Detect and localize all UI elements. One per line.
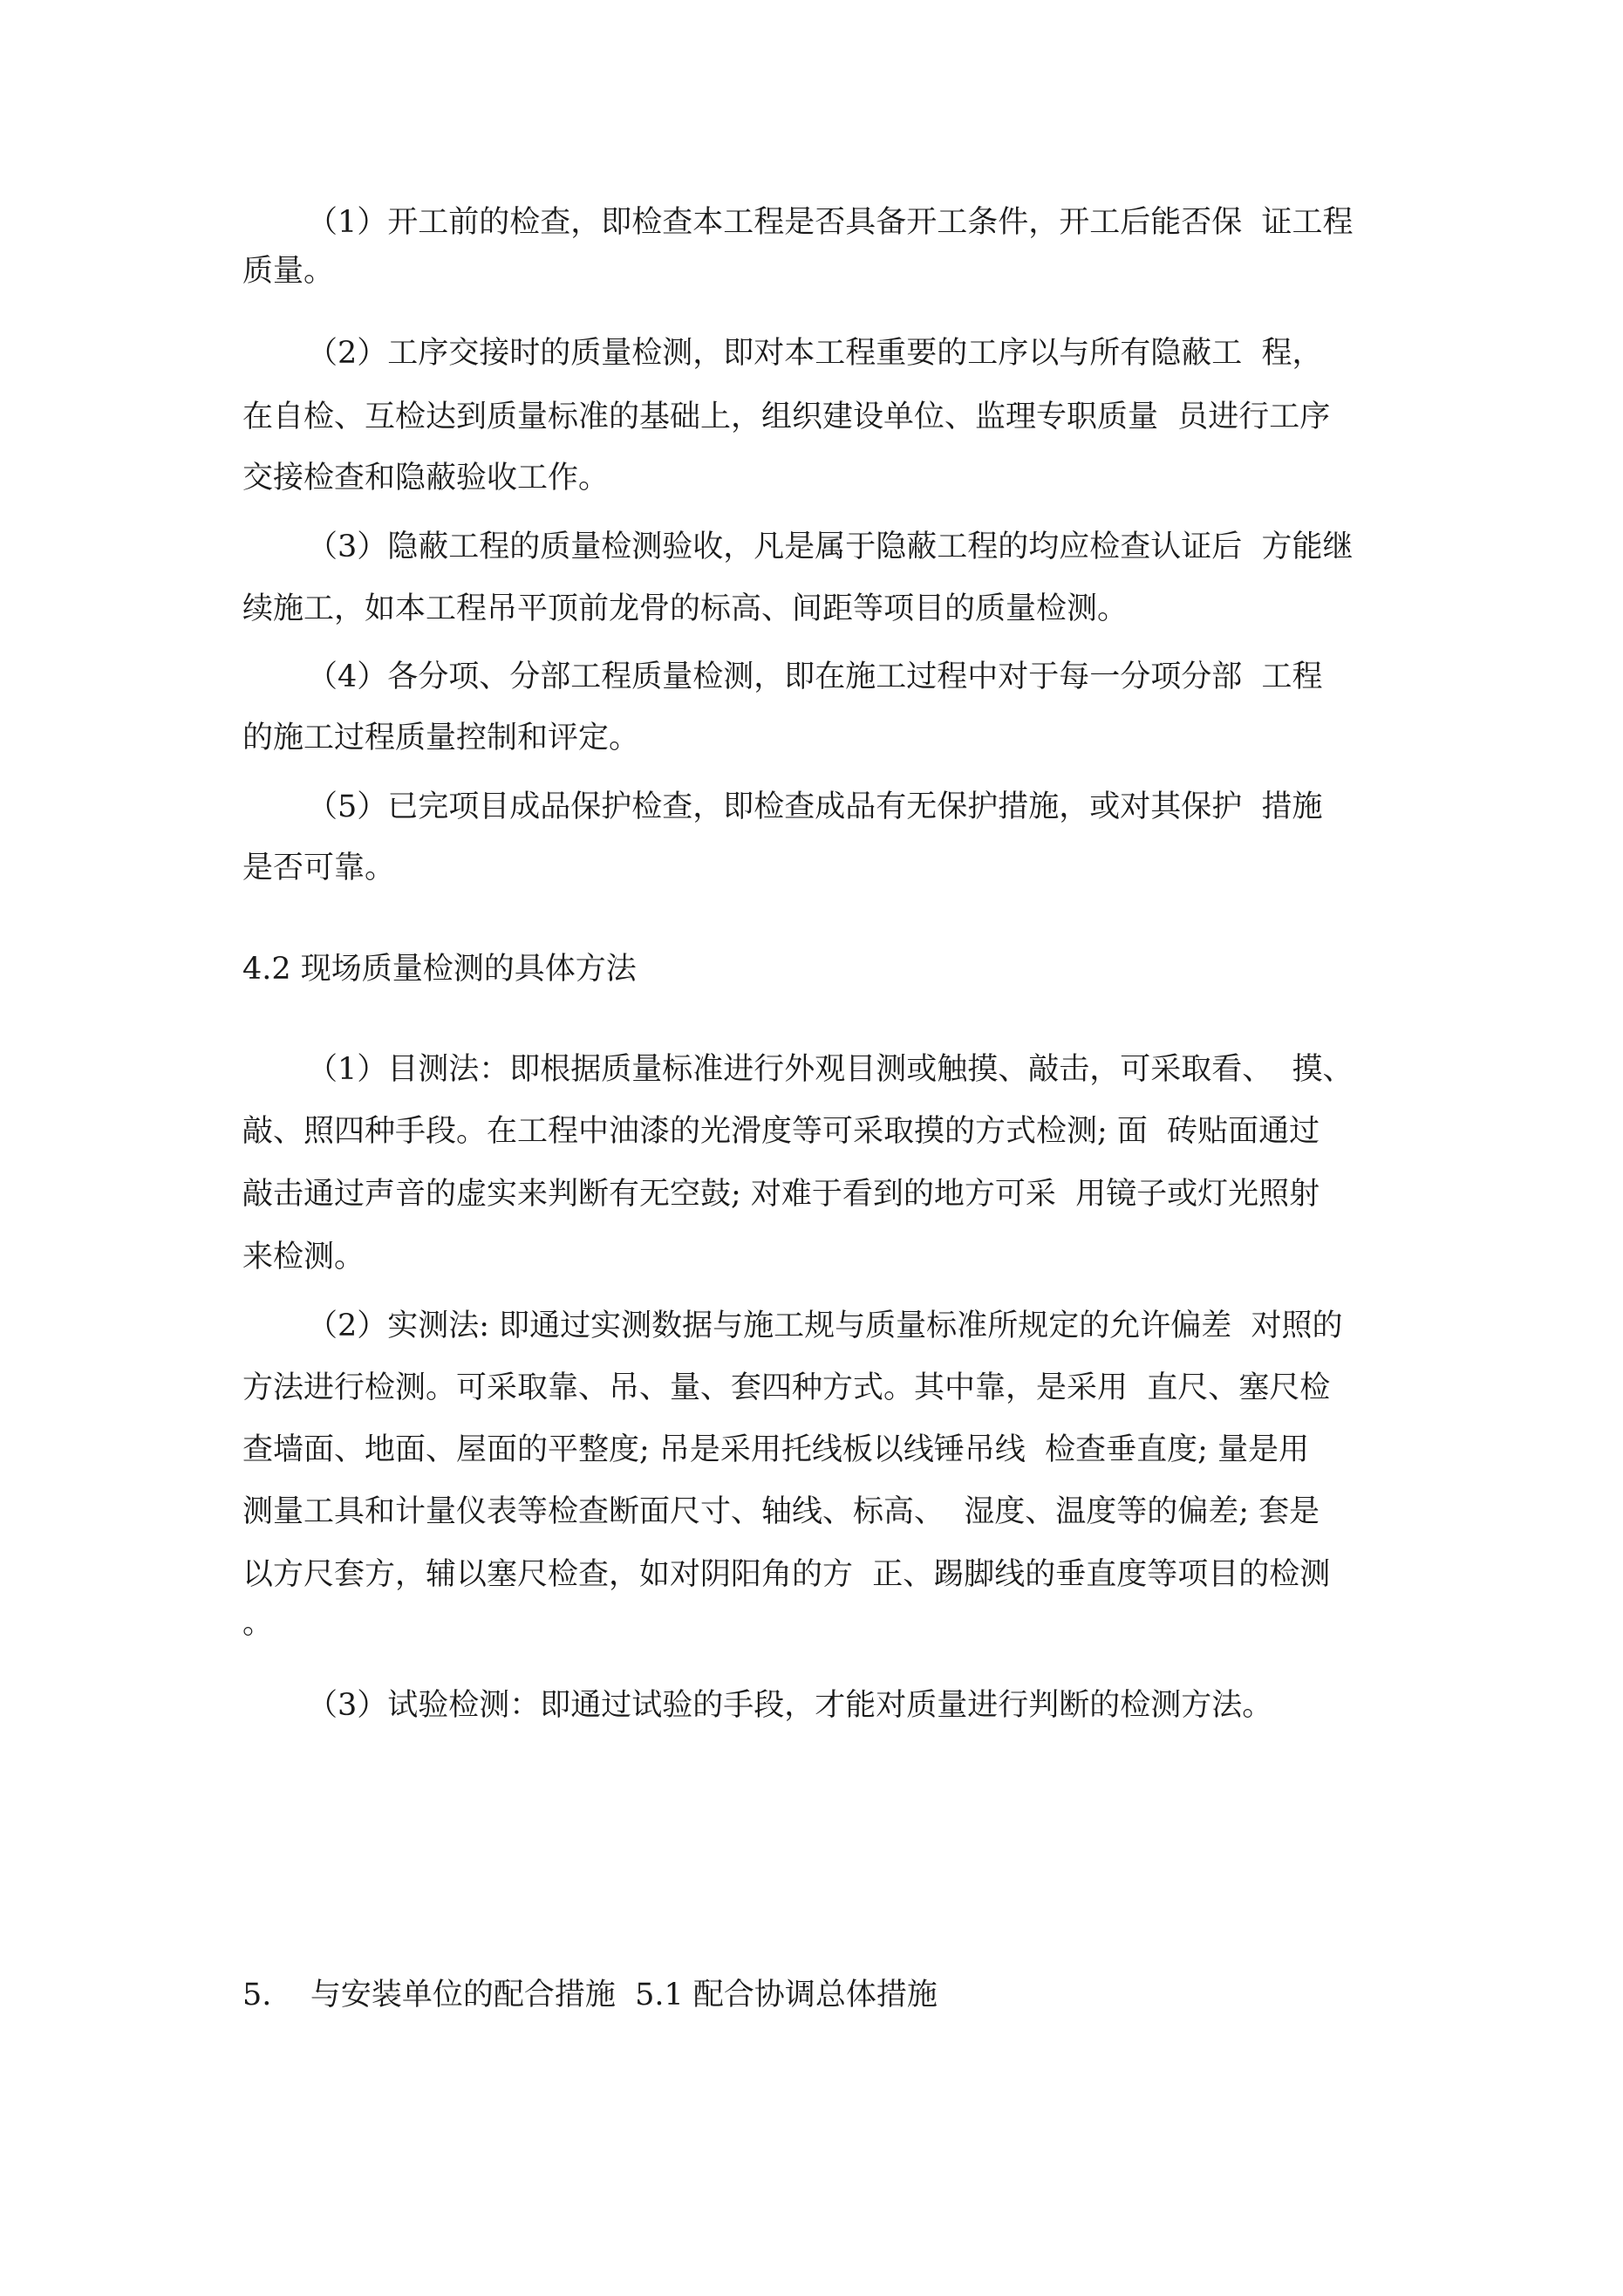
- paragraph-line: 查墙面、地面、屋面的平整度; 吊是采用托线板以线锤吊线 检查垂直度; 量是用: [242, 1432, 1310, 1467]
- paragraph-line: 的施工过程质量控制和评定。: [242, 721, 640, 755]
- paragraph-line: 质量。: [242, 254, 335, 289]
- paragraph-line: 交接检查和隐蔽验收工作。: [242, 461, 610, 495]
- paragraph-line: 。: [242, 1606, 274, 1641]
- paragraph-line: （2）工序交接时的质量检测，即对本工程重要的工序以与所有隐蔽工 程，: [307, 336, 1323, 371]
- paragraph-line: （3）隐蔽工程的质量检测验收，凡是属于隐蔽工程的均应检查认证后 方能继: [307, 530, 1354, 564]
- paragraph-line: （3）试验检测：即通过试验的手段，才能对质量进行判断的检测方法。: [307, 1688, 1273, 1723]
- paragraph-line: （1）开工前的检查，即检查本工程是否具备开工条件，开工后能否保 证工程: [307, 205, 1354, 240]
- paragraph-line: 方法进行检测。可采取靠、吊、量、套四种方式。其中靠，是采用 直尺、塞尺检: [242, 1370, 1331, 1405]
- section-heading-4-2: 4.2 现场质量检测的具体方法: [242, 952, 637, 987]
- paragraph-line: （2）实测法: 即通过实测数据与施工规与质量标准所规定的允许偏差 对照的: [307, 1309, 1343, 1343]
- paragraph-line: 是否可靠。: [242, 851, 396, 885]
- paragraph-line: 测量工具和计量仪表等检查断面尺寸、轴线、标高、 湿度、温度等的偏差; 套是: [242, 1494, 1320, 1529]
- paragraph-line: 敲击通过声音的虚实来判断有无空鼓; 对难于看到的地方可采 用镜子或灯光照射: [242, 1177, 1320, 1212]
- paragraph-line: （5）已完项目成品保护检查，即检查成品有无保护措施，或对其保护 措施: [307, 789, 1323, 824]
- paragraph-line: 续施工，如本工程吊平顶前龙骨的标高、间距等项目的质量检测。: [242, 591, 1129, 626]
- paragraph-line: 在自检、互检达到质量标准的基础上，组织建设单位、监理专职质量 员进行工序: [242, 400, 1331, 434]
- paragraph-line: （1）目测法：即根据质量标准进行外观目测或触摸、敲击，可采取看、 摸、: [307, 1052, 1354, 1087]
- paragraph-line: 以方尺套方，辅以塞尺检查，如对阴阳角的方 正、踢脚线的垂直度等项目的检测: [242, 1557, 1331, 1592]
- section-heading-5: 5. 与安装单位的配合措施 5.1 配合协调总体措施: [242, 1978, 938, 2012]
- paragraph-line: 来检测。: [242, 1240, 365, 1274]
- paragraph-line: （4）各分项、分部工程质量检测，即在施工过程中对于每一分项分部 工程: [307, 659, 1323, 694]
- paragraph-line: 敲、照四种手段。在工程中油漆的光滑度等可采取摸的方式检测; 面 砖贴面通过: [242, 1114, 1320, 1149]
